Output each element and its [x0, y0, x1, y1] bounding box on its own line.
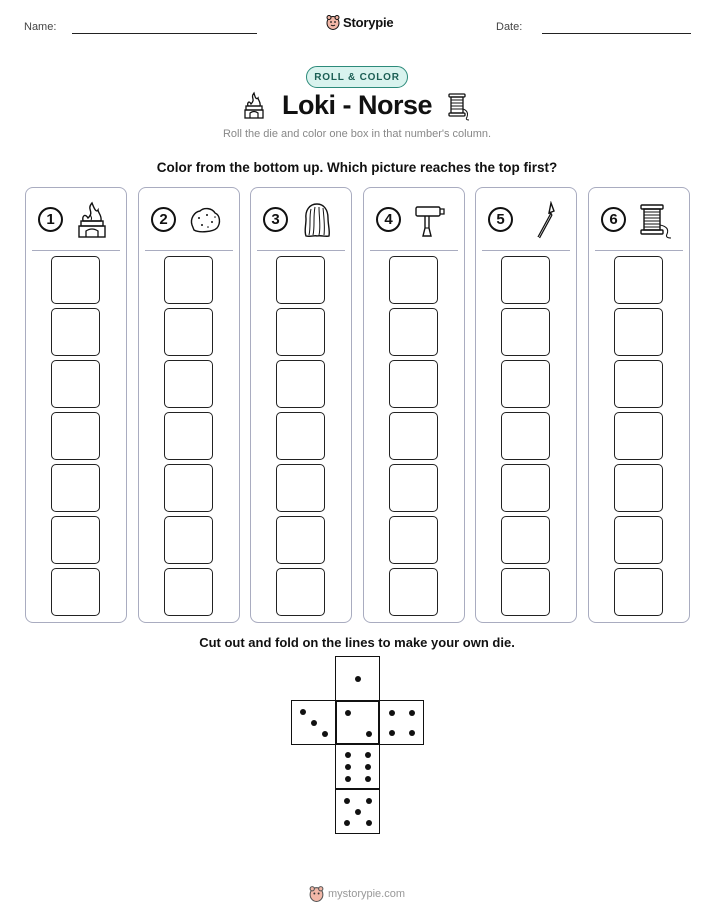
- die-pip: [345, 752, 351, 758]
- color-box[interactable]: [276, 256, 325, 304]
- thread-spool-icon: [637, 201, 673, 239]
- die-pip: [365, 752, 371, 758]
- color-box[interactable]: [389, 308, 438, 356]
- column-number: 3: [263, 207, 288, 232]
- footer-url[interactable]: mystorypie.com: [328, 887, 406, 900]
- die-pip: [355, 809, 361, 815]
- color-box[interactable]: [389, 464, 438, 512]
- die-pip: [311, 720, 317, 726]
- hammer-icon: [412, 201, 448, 239]
- color-box[interactable]: [164, 360, 213, 408]
- color-box[interactable]: [51, 308, 100, 356]
- column-number: 2: [151, 207, 176, 232]
- date-line[interactable]: [542, 33, 691, 34]
- color-box[interactable]: [501, 412, 550, 460]
- column-6: [588, 187, 690, 623]
- date-label: Date:: [496, 21, 523, 33]
- column-number: 5: [488, 207, 513, 232]
- color-box[interactable]: [389, 412, 438, 460]
- thread-spool-icon: [446, 91, 472, 121]
- fire-altar-icon: [74, 201, 110, 239]
- name-line[interactable]: [72, 33, 257, 34]
- color-box[interactable]: [501, 256, 550, 304]
- subtitle: Roll the die and color one box in that number's column.: [222, 128, 492, 140]
- die-pip: [366, 820, 372, 826]
- die-pip: [409, 710, 415, 716]
- die-face-5: [335, 789, 380, 834]
- column-4: [363, 187, 465, 623]
- die-face-4: [379, 700, 424, 745]
- rock-icon: [187, 201, 223, 239]
- color-box[interactable]: [51, 568, 100, 616]
- color-box[interactable]: [614, 516, 663, 564]
- column-number: 4: [376, 207, 401, 232]
- die-pip: [389, 710, 395, 716]
- die-face-1-center: [335, 700, 380, 745]
- column-number: 6: [601, 207, 626, 232]
- color-box[interactable]: [276, 308, 325, 356]
- column-1: [25, 187, 127, 623]
- brand-name: Storypie: [343, 14, 394, 30]
- die-pip: [409, 730, 415, 736]
- column-number: 1: [38, 207, 63, 232]
- color-box[interactable]: [501, 516, 550, 564]
- die-pip: [389, 730, 395, 736]
- color-box[interactable]: [164, 568, 213, 616]
- die-pip: [345, 710, 351, 716]
- die-face-1-top: [335, 656, 380, 701]
- die-pip: [344, 798, 350, 804]
- color-box[interactable]: [51, 360, 100, 408]
- page-title: Loki - Norse: [281, 90, 433, 120]
- color-box[interactable]: [501, 360, 550, 408]
- color-box[interactable]: [164, 464, 213, 512]
- brand-logo: [326, 14, 393, 30]
- color-box[interactable]: [51, 516, 100, 564]
- die-face-3: [291, 700, 336, 745]
- roll-color-badge: ROLL & COLOR: [306, 66, 408, 88]
- die-face-6: [335, 744, 380, 789]
- storypie-mascot-icon: [309, 885, 324, 902]
- color-box[interactable]: [614, 360, 663, 408]
- hair-icon: [299, 201, 335, 239]
- die-pip: [366, 798, 372, 804]
- die-pip: [322, 731, 328, 737]
- color-box[interactable]: [614, 412, 663, 460]
- color-box[interactable]: [164, 412, 213, 460]
- color-box[interactable]: [276, 360, 325, 408]
- storypie-mascot-icon: [326, 14, 340, 30]
- name-label: Name:: [24, 21, 57, 33]
- color-box[interactable]: [51, 464, 100, 512]
- color-box[interactable]: [614, 308, 663, 356]
- column-5: [475, 187, 577, 623]
- color-box[interactable]: [276, 464, 325, 512]
- die-instruction: Cut out and fold on the lines to make your own die.: [199, 635, 515, 650]
- color-box[interactable]: [614, 464, 663, 512]
- color-box[interactable]: [164, 516, 213, 564]
- color-box[interactable]: [614, 568, 663, 616]
- color-box[interactable]: [501, 568, 550, 616]
- color-box[interactable]: [276, 568, 325, 616]
- spear-icon: [524, 201, 560, 239]
- color-box[interactable]: [164, 256, 213, 304]
- column-3: [250, 187, 352, 623]
- color-box[interactable]: [389, 568, 438, 616]
- color-box[interactable]: [501, 308, 550, 356]
- column-2: [138, 187, 240, 623]
- die-pip: [345, 776, 351, 782]
- die-pip: [365, 764, 371, 770]
- color-box[interactable]: [276, 516, 325, 564]
- color-box[interactable]: [501, 464, 550, 512]
- die-pip: [345, 764, 351, 770]
- color-box[interactable]: [389, 516, 438, 564]
- color-box[interactable]: [51, 412, 100, 460]
- die-pip: [366, 731, 372, 737]
- die-pip: [355, 676, 361, 682]
- color-box[interactable]: [51, 256, 100, 304]
- color-box[interactable]: [389, 360, 438, 408]
- color-box[interactable]: [276, 412, 325, 460]
- color-box[interactable]: [614, 256, 663, 304]
- die-pip: [344, 820, 350, 826]
- color-box[interactable]: [389, 256, 438, 304]
- footer: [309, 885, 405, 902]
- color-box[interactable]: [164, 308, 213, 356]
- die-pip: [300, 709, 306, 715]
- die-pip: [365, 776, 371, 782]
- instruction: Color from the bottom up. Which picture reaches the top first?: [156, 160, 558, 175]
